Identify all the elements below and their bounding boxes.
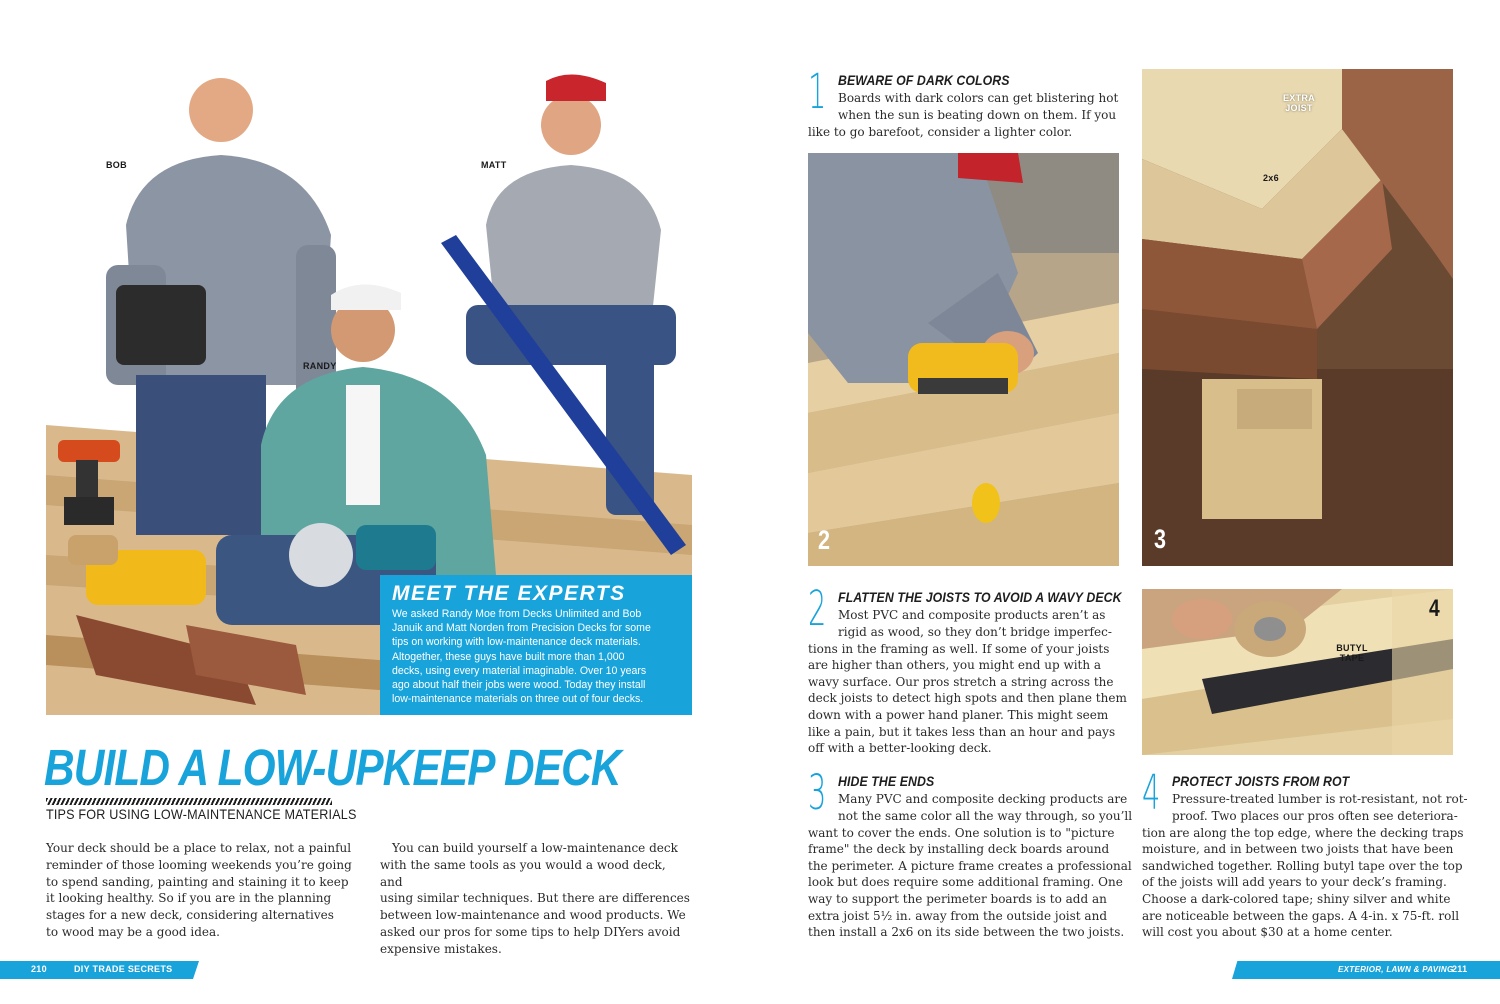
experts-line: tips on working with low-maintenance deck materials. xyxy=(392,636,641,649)
experts-line: ago about half their jobs were wood. Today they install xyxy=(392,679,646,692)
photo-butyl-tape xyxy=(1142,589,1453,755)
tip-line: are higher than others, you might end up with a xyxy=(808,658,1102,672)
section-name-right: EXTERIOR, LAWN & PAVING xyxy=(1338,965,1454,974)
extra-joist-label: EXTRA JOIST xyxy=(1282,93,1315,113)
tip-line: wavy surface. Our pros stretch a string across the xyxy=(808,675,1114,689)
tip-line: rigid as wood, so they don’t bridge imperfec- xyxy=(838,625,1112,639)
tip-line: will cost you about $30 at a home center. xyxy=(1142,925,1393,939)
tip-title: FLATTEN THE JOISTS TO AVOID A WAVY DECK xyxy=(838,589,1122,605)
matt-label: MATT xyxy=(481,160,507,170)
tip-line: proof. Two places our pros often see deteriora- xyxy=(1172,809,1458,823)
tip-line: look but does require some additional framing. One xyxy=(808,875,1123,889)
tip-line: Pressure-treated lumber is rot-resistant, not rot- xyxy=(1172,792,1468,806)
tip-line: when the sun is beating down on them. If you xyxy=(838,108,1117,122)
intro-line: asked our pros for some tips to help DIYers avoid xyxy=(380,924,681,939)
tip-line: deck joists to detect high spots and then plane them xyxy=(808,691,1127,705)
experts-line: decks, using every material imaginable. Over 10 years xyxy=(392,664,647,677)
article-headline: BUILD A LOW-UPKEEP DECK xyxy=(44,739,621,796)
butyl-tape-label: BUTYL TAPE xyxy=(1336,643,1368,663)
tip-number: 2 xyxy=(808,581,827,637)
intro-line: reminder of those looming weekends you’re going xyxy=(46,857,352,872)
page-number-right: 211 xyxy=(1452,964,1468,974)
intro-line: to wood may be a good idea. xyxy=(46,924,220,939)
subhead-rule xyxy=(46,798,332,805)
tip-line: like to go barefoot, consider a lighter color. xyxy=(808,125,1073,139)
tip-1 xyxy=(808,64,1128,140)
tip-title: HIDE THE ENDS xyxy=(838,773,935,789)
tip-line: Choose a dark-colored tape; shiny silver and white xyxy=(1142,892,1451,906)
tip-title: BEWARE OF DARK COLORS xyxy=(838,72,1010,88)
photo-number: 2 xyxy=(818,525,831,555)
tip-line: way to support the perimeter boards is to add an xyxy=(808,892,1107,906)
tip-line: then install a 2x6 on its side between the two joists. xyxy=(808,925,1125,939)
tip-title: PROTECT JOISTS FROM ROT xyxy=(1172,773,1350,789)
intro-line: stages for a new deck, considering alternatives xyxy=(46,908,334,923)
intro-line: between low-maintenance and wood products. We xyxy=(380,908,686,923)
experts-body xyxy=(392,607,680,706)
photo-number: 3 xyxy=(1154,524,1167,554)
intro-line: using similar techniques. But there are differences xyxy=(380,891,690,906)
tip-line: not the same color all the way through, so you’ll xyxy=(838,809,1133,823)
tip-3 xyxy=(808,765,1133,941)
article-subhead: TIPS FOR USING LOW-MAINTENANCE MATERIALS xyxy=(46,806,357,822)
intro-line: Your deck should be a place to relax, not a painful xyxy=(46,841,352,855)
tip-line: sandwiched together. Rolling butyl tape over the top xyxy=(1142,859,1463,873)
tip-line: frame" the deck by installing deck boards around xyxy=(808,842,1110,856)
experts-line: Altogether, these guys have built more than 1,000 xyxy=(392,650,625,663)
tip-line: Most PVC and composite products aren’t as xyxy=(838,608,1106,622)
tip-number: 4 xyxy=(1142,765,1161,821)
bob-label: BOB xyxy=(106,160,127,170)
intro-line: expensive mistakes. xyxy=(380,941,502,956)
photo-plane-joists xyxy=(808,153,1119,566)
tip-line: off with a better-looking deck. xyxy=(808,741,992,755)
two-by-six-label: 2x6 xyxy=(1263,173,1279,183)
tip-line: Boards with dark colors can get blistering hot xyxy=(838,91,1119,105)
tip-line: down with a power hand planer. This might seem xyxy=(808,708,1109,722)
tip-line: are noticeable between the gaps. A 4-in. x 75-ft. roll xyxy=(1142,909,1460,923)
intro-line: You can build yourself a low-maintenance deck xyxy=(392,841,678,855)
tip-line: the perimeter. A picture frame creates a professional xyxy=(808,859,1132,873)
tip-line: of the joists will add years to your deck’s framing. xyxy=(1142,875,1447,889)
page-number-left: 210 xyxy=(31,964,47,974)
randy-label: RANDY xyxy=(303,361,337,371)
tip-number: 3 xyxy=(808,765,827,821)
intro-column-1 xyxy=(46,840,356,941)
photo-number: 4 xyxy=(1429,595,1440,622)
intro-line: it looking healthy. So if you are in the planning xyxy=(46,891,332,906)
tip-line: want to cover the ends. One solution is to "picture xyxy=(808,826,1115,840)
tip-line: extra joist 5½ in. away from the outside joist and xyxy=(808,909,1107,923)
intro-line: to spend sanding, painting and staining it to keep xyxy=(46,874,349,889)
tip-line: Many PVC and composite decking products are xyxy=(838,792,1128,806)
intro-line: with the same tools as you would a wood deck, and xyxy=(380,857,666,889)
tip-number: 1 xyxy=(808,64,827,120)
tip-line: tion are along the top edge, where the decking traps xyxy=(1142,826,1464,840)
tip-line: like a pain, but it takes less than an hour and pays xyxy=(808,725,1116,739)
photo-picture-frame xyxy=(1142,69,1453,566)
experts-line: low-maintenance materials on three out of four decks. xyxy=(392,693,644,706)
experts-title: MEET THE EXPERTS xyxy=(392,582,626,605)
tip-4 xyxy=(1142,765,1468,941)
tip-2 xyxy=(808,581,1128,757)
tip-line: tions in the framing as well. If some of your joists xyxy=(808,642,1110,656)
intro-column-2 xyxy=(380,840,692,958)
experts-line: We asked Randy Moe from Decks Unlimited and Bob xyxy=(392,608,642,620)
tip-line: moisture, and in between two joists that have been xyxy=(1142,842,1454,856)
experts-line: Januik and Matt Norden from Precision Decks for some xyxy=(392,622,651,635)
meet-the-experts-box xyxy=(380,575,692,715)
section-name-left: DIY TRADE SECRETS xyxy=(74,964,173,974)
